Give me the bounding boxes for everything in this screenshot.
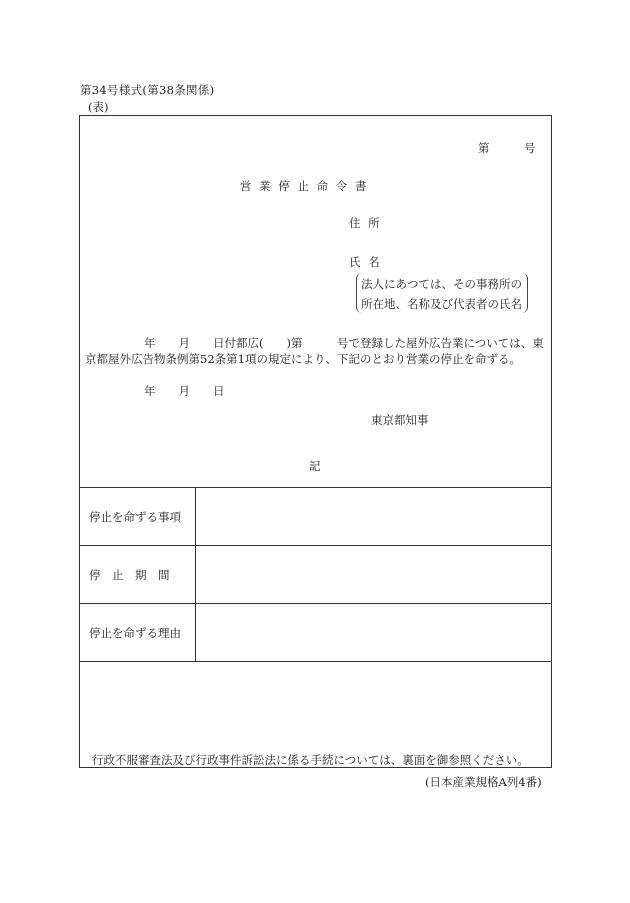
divider-row-3 bbox=[80, 661, 551, 662]
body-text-line1: 年 月 日付都広( )第 号で登録した屋外広告業については、東 bbox=[144, 336, 544, 350]
ki-heading: 記 bbox=[309, 459, 321, 473]
divider-row-2 bbox=[80, 603, 551, 604]
form-frame bbox=[79, 115, 552, 768]
form-id: 第34号様式(第38条関係) bbox=[80, 83, 215, 97]
appeal-notice: 行政不服審査法及び行政事件訴訟法に係る手続については、裏面を御参照ください。 bbox=[92, 753, 529, 767]
row-label-period: 停 止 期 間 bbox=[89, 568, 170, 582]
paper-size-note: (日本産業規格A列4番) bbox=[425, 775, 542, 789]
row-value-reason[interactable] bbox=[204, 625, 544, 643]
table-column-divider bbox=[195, 487, 196, 661]
address-label: 住 所 bbox=[349, 216, 382, 230]
document-title: 営 業 停 止 命 令 書 bbox=[240, 179, 369, 193]
row-value-matter[interactable] bbox=[204, 509, 544, 527]
order-date: 年 月 日 bbox=[144, 384, 225, 398]
divider-row-1 bbox=[80, 545, 551, 546]
row-label-matter: 停止を命ずる事項 bbox=[89, 510, 181, 524]
side-label: (表) bbox=[88, 100, 109, 114]
row-value-period[interactable] bbox=[204, 567, 544, 585]
name-label: 氏 名 bbox=[349, 255, 382, 269]
corporate-note-line2: 所在地、名称及び代表者の氏名 bbox=[361, 297, 522, 311]
issuer: 東京都知事 bbox=[371, 413, 429, 427]
corporate-note-line1: 法人にあつては、その事務所の bbox=[361, 277, 522, 291]
divider-top bbox=[80, 487, 551, 488]
document-number: 第 号 bbox=[478, 141, 536, 155]
row-label-reason: 停止を命ずる理由 bbox=[89, 626, 181, 640]
body-text-line2: 京都屋外広告物条例第52条第1項の規定により、下記のとおり営業の停止を命ずる。 bbox=[85, 352, 521, 366]
